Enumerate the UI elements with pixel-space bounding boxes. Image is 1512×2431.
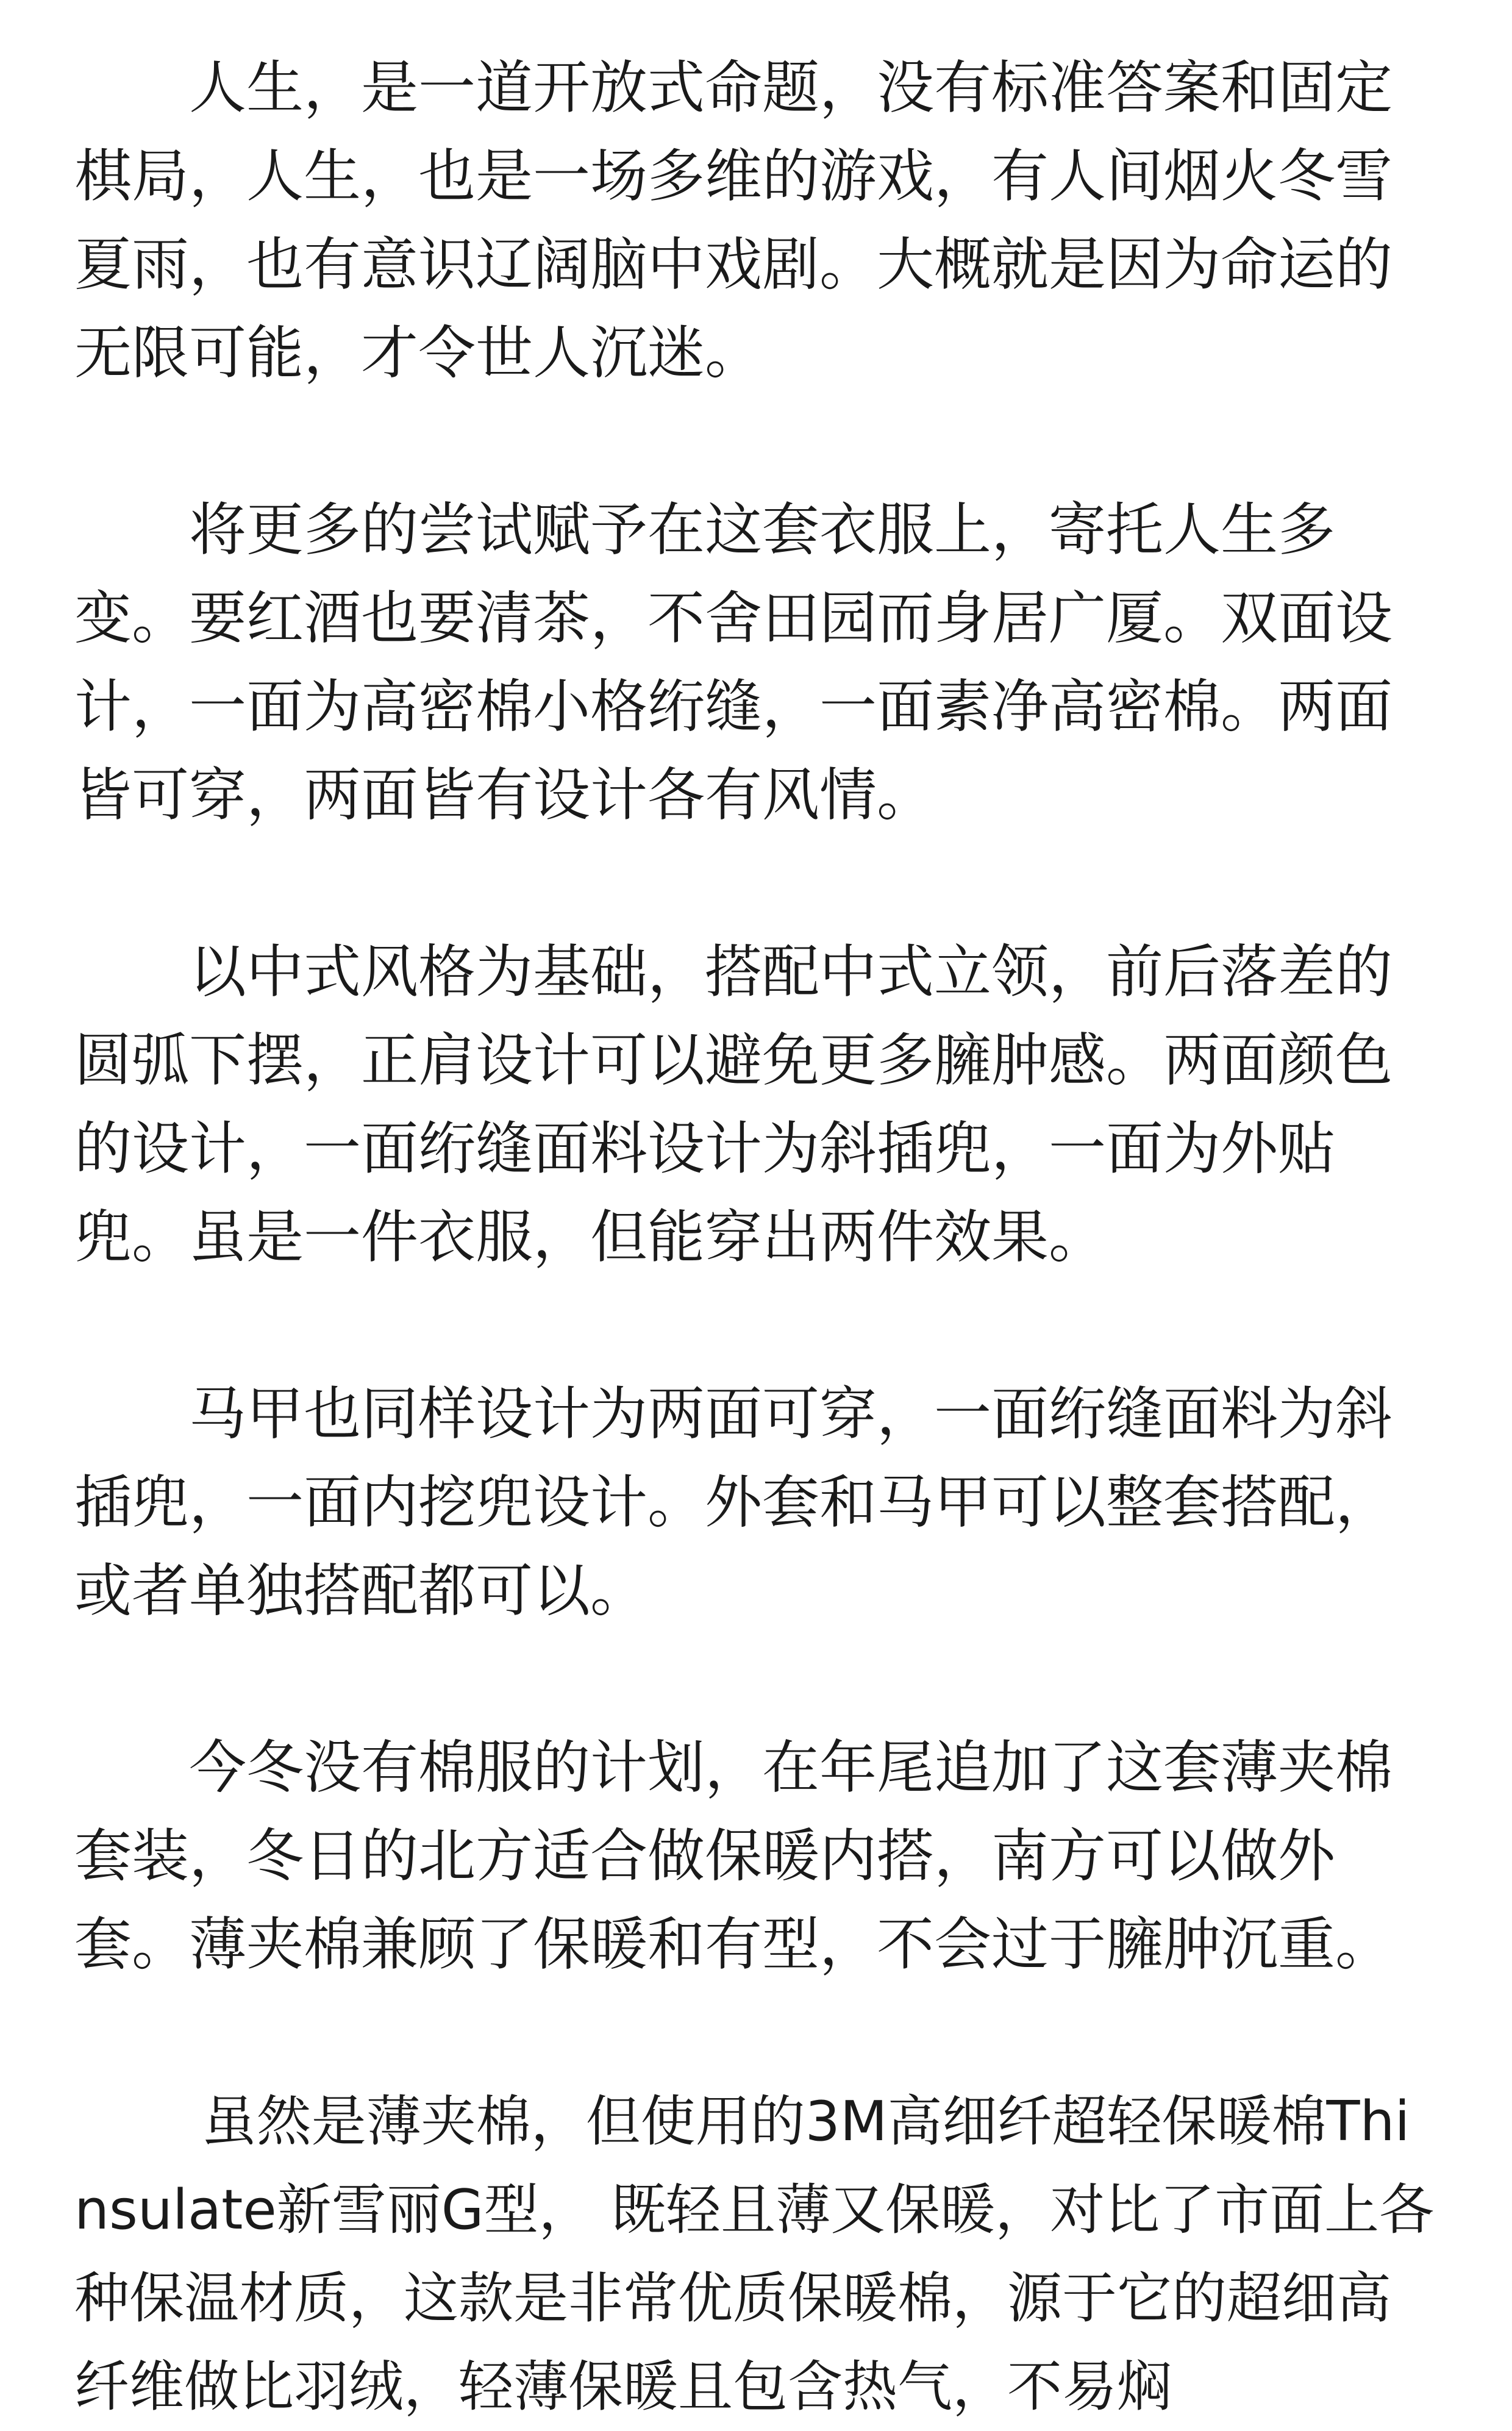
article-body xyxy=(74,44,1440,2431)
paragraph-insulation: 虽然是薄夹棉，但使用的3M高细纤超轻保暖棉Thinsulate新雪丽G型， 既轻且薄又保暖，对比了市面上各种保温材质，这款是非常优质保暖棉，源于它的超细高纤维做比羽绒，轻薄保暖且包含热气，不易焖 xyxy=(74,2090,1435,2419)
paragraph-chinese-style: 以中式风格为基础，搭配中式立领，前后落差的圆弧下摆，正肩设计可以避免更多臃肿感。两面颜色的设计，一面绗缝面料设计为斜插兜，一面为外贴兜。虽是一件衣服，但能穿出两件效果。 xyxy=(74,939,1393,1271)
paragraph-double-sided: 将更多的尝试赋予在这套衣服上，寄托人生多变。要红酒也要清茶，不舍田园而身居广厦。双面设计，一面为高密棉小格绗缝，一面素净高密棉。两面皆可穿，两面皆有设计各有风情。 xyxy=(74,497,1393,829)
paragraph-life: 人生，是一道开放式命题，没有标准答案和固定棋局，人生，也是一场多维的游戏，有人间烟火冬雪夏雨，也有意识辽阔脑中戏剧。大概就是因为命运的无限可能，才令世人沉迷。 xyxy=(74,55,1393,387)
paragraph-vest: 马甲也同样设计为两面可穿，一面绗缝面料为斜插兜，一面内挖兜设计。外套和马甲可以整套搭配，或者单独搭配都可以。 xyxy=(74,1381,1393,1624)
paragraph-winter-plan: 今冬没有棉服的计划，在年尾追加了这套薄夹棉套装，冬日的北方适合做保暖内搭，南方可以做外套。薄夹棉兼顾了保暖和有型，不会过于臃肿沉重。 xyxy=(74,1735,1393,1978)
